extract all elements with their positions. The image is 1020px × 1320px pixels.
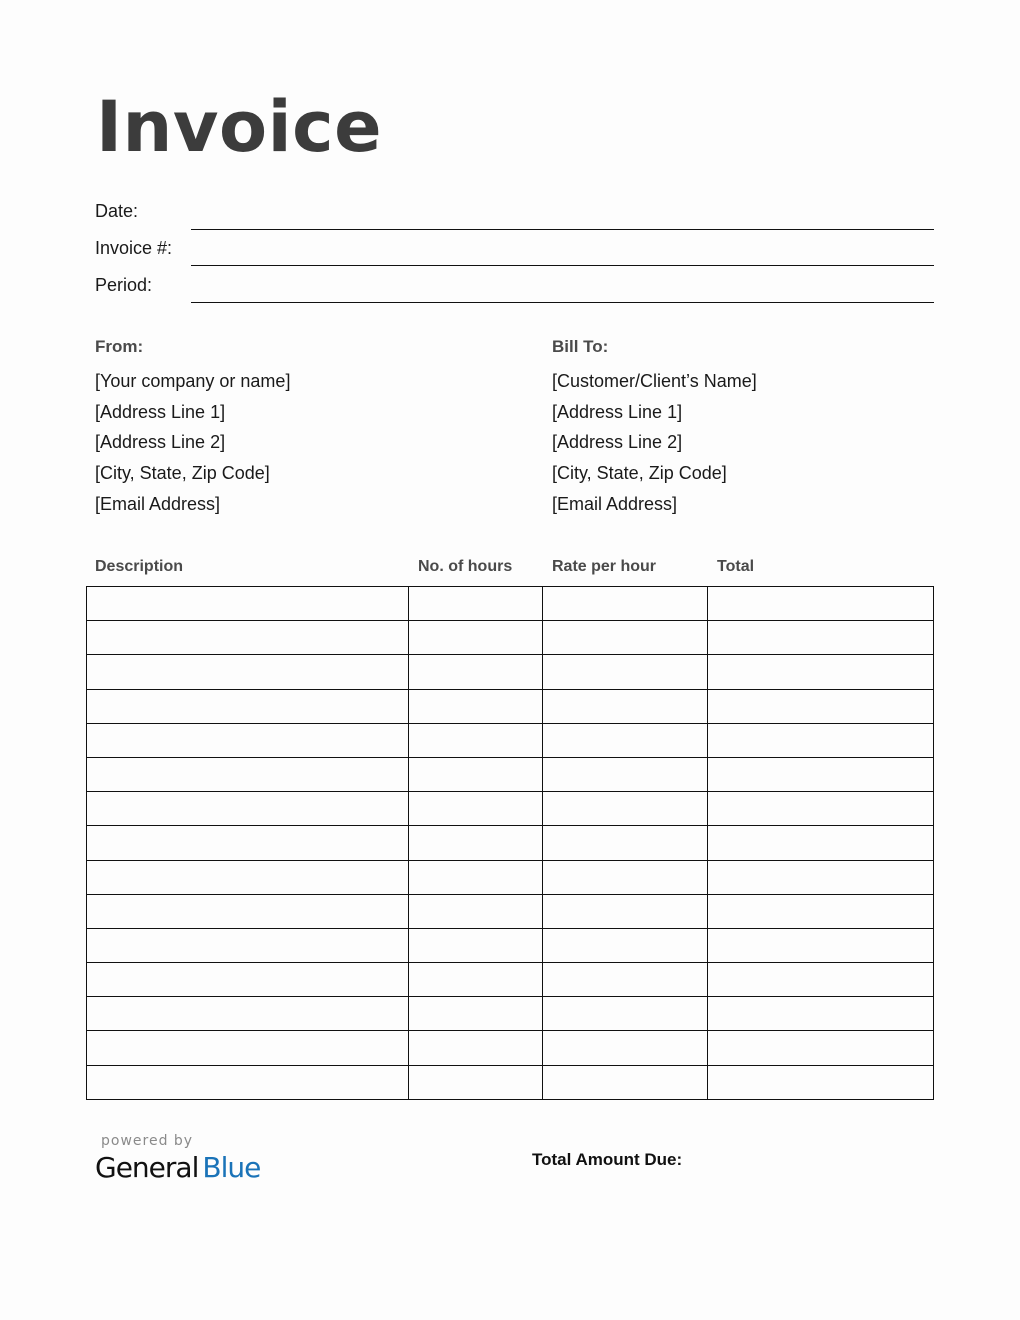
total-cell[interactable] [708,894,934,928]
description-cell[interactable] [87,1031,409,1065]
column-header-description: Description [95,558,184,575]
hours-cell[interactable] [408,860,543,894]
description-cell[interactable] [87,963,409,997]
table-row [87,1065,934,1099]
rate-cell[interactable] [543,1031,708,1065]
bill-to-address-1: [Address Line 1] [552,402,683,422]
description-cell[interactable] [87,689,409,723]
invoice-number-field[interactable] [191,265,934,266]
rate-cell[interactable] [543,621,708,655]
hours-cell[interactable] [408,826,543,860]
rate-cell[interactable] [543,587,708,621]
description-cell[interactable] [87,894,409,928]
total-cell[interactable] [708,689,934,723]
from-company: [Your company or name] [95,371,291,391]
total-cell[interactable] [708,723,934,757]
description-cell[interactable] [87,860,409,894]
total-cell[interactable] [708,826,934,860]
date-field[interactable] [191,229,934,230]
powered-by-text: powered by [101,1133,194,1149]
total-cell[interactable] [708,757,934,791]
bill-to-name: [Customer/Client’s Name] [552,371,757,391]
rate-cell[interactable] [543,655,708,689]
general-blue-logo [95,1151,260,1184]
total-cell[interactable] [708,1031,934,1065]
brand-blue: Blue [202,1151,261,1184]
bill-to-address-2: [Address Line 2] [552,432,683,452]
total-cell[interactable] [708,860,934,894]
total-amount-due-label: Total Amount Due: [532,1150,683,1169]
table-row [87,792,934,826]
hours-cell[interactable] [408,792,543,826]
total-cell[interactable] [708,621,934,655]
from-address-1: [Address Line 1] [95,402,226,422]
rate-cell[interactable] [543,1065,708,1099]
table-row [87,860,934,894]
line-items-table [86,586,934,1100]
hours-cell[interactable] [408,928,543,962]
description-cell[interactable] [87,723,409,757]
hours-cell[interactable] [408,997,543,1031]
table-row [87,997,934,1031]
column-header-rate: Rate per hour [552,558,657,575]
invoice-number-label: Invoice #: [95,238,173,258]
description-cell[interactable] [87,587,409,621]
description-cell[interactable] [87,1065,409,1099]
hours-cell[interactable] [408,587,543,621]
rate-cell[interactable] [543,894,708,928]
rate-cell[interactable] [543,860,708,894]
rate-cell[interactable] [543,826,708,860]
column-header-hours: No. of hours [418,558,513,575]
table-row [87,826,934,860]
table-row [87,723,934,757]
hours-cell[interactable] [408,1031,543,1065]
period-field[interactable] [191,302,934,303]
bill-to-city-state-zip: [City, State, Zip Code] [552,463,727,483]
table-row [87,587,934,621]
bill-to-heading: Bill To: [552,337,609,356]
table-row [87,928,934,962]
table-row [87,963,934,997]
description-cell[interactable] [87,621,409,655]
total-cell[interactable] [708,997,934,1031]
hours-cell[interactable] [408,689,543,723]
total-cell[interactable] [708,587,934,621]
description-cell[interactable] [87,997,409,1031]
total-cell[interactable] [708,1065,934,1099]
hours-cell[interactable] [408,894,543,928]
table-row [87,621,934,655]
total-cell[interactable] [708,963,934,997]
rate-cell[interactable] [543,792,708,826]
hours-cell[interactable] [408,757,543,791]
rate-cell[interactable] [543,963,708,997]
hours-cell[interactable] [408,655,543,689]
column-header-total: Total [717,558,755,575]
rate-cell[interactable] [543,928,708,962]
rate-cell[interactable] [543,723,708,757]
description-cell[interactable] [87,792,409,826]
table-row [87,894,934,928]
rate-cell[interactable] [543,997,708,1031]
total-cell[interactable] [708,928,934,962]
total-cell[interactable] [708,792,934,826]
page-title: Invoice [96,86,383,168]
date-label: Date: [95,201,139,221]
total-cell[interactable] [708,655,934,689]
brand-general: General [95,1151,199,1184]
description-cell[interactable] [87,655,409,689]
bill-to-email: [Email Address] [552,494,678,514]
description-cell[interactable] [87,757,409,791]
from-address-2: [Address Line 2] [95,432,226,452]
hours-cell[interactable] [408,1065,543,1099]
hours-cell[interactable] [408,963,543,997]
hours-cell[interactable] [408,723,543,757]
description-cell[interactable] [87,826,409,860]
description-cell[interactable] [87,928,409,962]
from-email: [Email Address] [95,494,221,514]
rate-cell[interactable] [543,757,708,791]
from-heading: From: [95,337,144,356]
table-row [87,757,934,791]
rate-cell[interactable] [543,689,708,723]
period-label: Period: [95,275,153,295]
table-row [87,689,934,723]
table-row [87,655,934,689]
from-city-state-zip: [City, State, Zip Code] [95,463,270,483]
table-row [87,1031,934,1065]
hours-cell[interactable] [408,621,543,655]
